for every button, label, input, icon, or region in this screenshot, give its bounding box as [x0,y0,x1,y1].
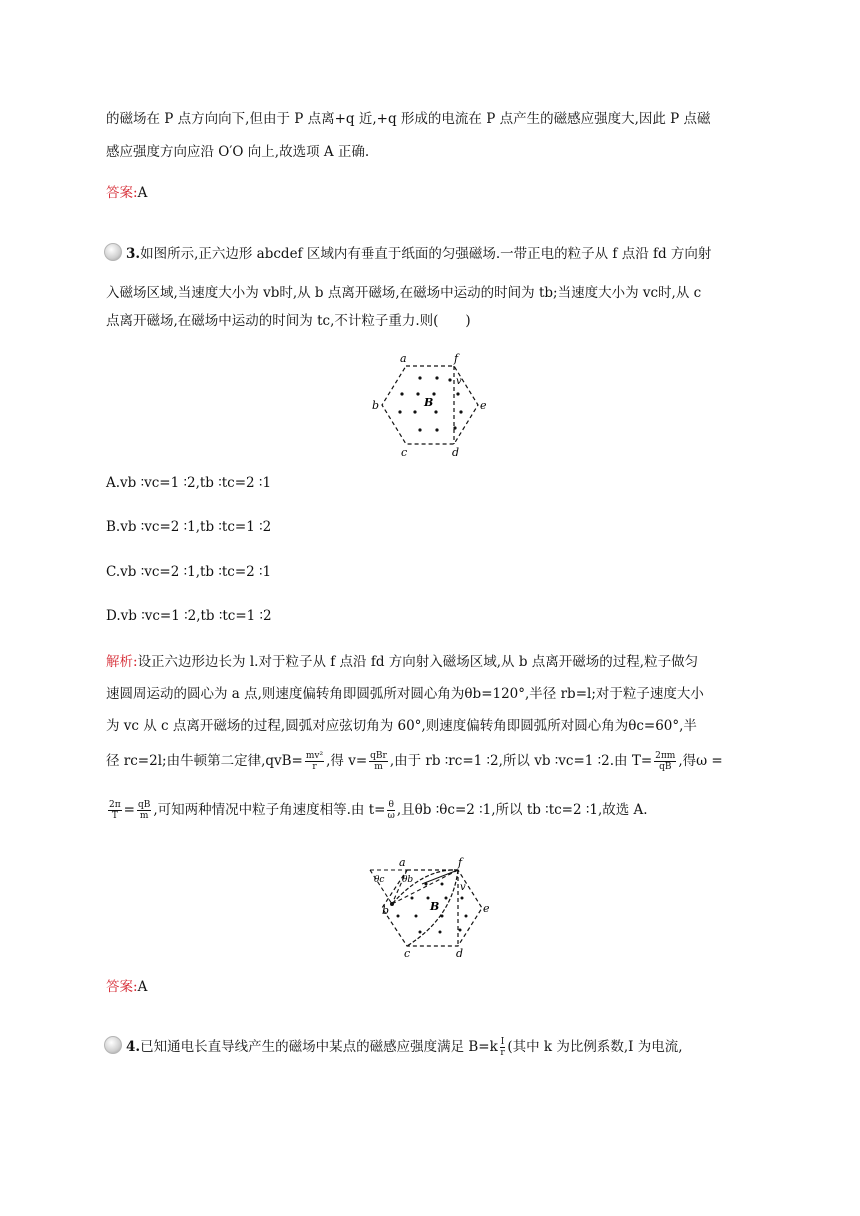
prev-answer [106,184,147,202]
hexagon-solution-figure [362,854,502,958]
label-d: d [452,446,460,458]
q3-stem-text-1: 如图所示,正六边形 abcdef 区域内有垂直于纸面的匀强磁场.一带正电的粒子从 f 点沿 fd 方向射 [140,246,712,262]
q4-text-a: 已知通电长直导线产生的磁场中某点的磁感应强度满足 B=k [140,1039,498,1055]
fraction-qB-m [137,800,151,821]
fraction-numerator: qB [137,800,151,810]
option-d: D.vb ∶vc=1 ∶2,tb ∶tc=1 ∶2 [106,608,272,624]
option-a: A.vb ∶vc=1 ∶2,tb ∶tc=2 ∶1 [106,475,272,491]
analysis-label: 解析: [106,654,138,670]
analysis-text-1: 设正六边形边长为 l.对于粒子从 f 点沿 fd 方向射入磁场区域,从 b 点离开磁场的过程,粒子做匀 [137,654,699,670]
analysis-text-4a: 径 rc=2l;由牛顿第二定律,qvB= [106,753,303,769]
fraction-period [654,751,676,772]
q4-stem-line-1 [104,1034,683,1060]
fraction-omega [108,800,122,821]
label-f: f [458,856,463,869]
analysis-text-5a: = [123,802,135,818]
analysis-line-4 [106,748,723,774]
fraction-qBr-m [369,751,388,772]
label-B: B [424,396,434,409]
analysis-text-4d: ,得ω = [678,753,723,769]
label-theta-c: θc [374,875,385,885]
answer-value: A [137,185,148,201]
fraction-denominator: r [312,762,317,772]
analysis-text-5b: ,可知两种情况中粒子角速度相等.由 t= [153,802,386,818]
label-a: a [399,856,406,869]
label-v: v [460,882,466,893]
analysis-line-5 [106,797,648,823]
fraction-I-r [500,1037,506,1058]
prev-text-line-2: 感应强度方向应沿 O′O 向上,故选项 A 正确. [106,144,370,160]
fraction-numerator: 2π [109,800,121,810]
label-e: e [480,399,487,412]
fraction-theta-omega [387,800,394,821]
fraction-mv2-r [305,751,324,772]
fraction-denominator: r [500,1048,505,1058]
label-a: a [400,352,407,365]
fraction-denominator: m [374,762,383,772]
q3-answer [106,978,147,996]
label-d: d [456,947,464,958]
answer-value: A [137,979,148,995]
q3-stem-line-1 [104,243,711,263]
prev-text-line-1: 的磁场在 P 点方向向下,但由于 P 点离+q 近,+q 形成的电流在 P 点产生的磁感应强度大,因此 P 点磁 [106,111,711,127]
analysis-text-5c: ,且θb ∶θc=2 ∶1,所以 tb ∶tc=2 ∶1,故选 A. [396,802,648,818]
q4-number: 4. [126,1039,141,1055]
analysis-text-4b: ,得 v= [326,753,368,769]
fraction-numerator: qBr [370,751,387,761]
label-c: c [404,947,411,958]
fraction-numerator: I [500,1037,505,1047]
label-theta-b: θb [402,875,414,885]
analysis-line-2: 速圆周运动的圆心为 a 点,则速度偏转角即圆弧所对圆心角为θb=120°,半径 rb=l;对于粒子速度大小 [106,686,704,702]
analysis-line-1 [106,653,698,671]
question-bullet-icon [104,1036,122,1054]
fraction-numerator: 2πm [655,751,676,761]
answer-label: 答案: [106,979,138,995]
analysis-text-4c: ,由于 rb ∶rc=1 ∶2,所以 vb ∶vc=1 ∶2.由 T= [389,753,653,769]
q3-number: 3. [126,246,141,262]
label-c: c [401,446,408,458]
label-b: b [382,904,390,917]
analysis-line-3: 为 vc 从 c 点离开磁场的过程,圆弧对应弦切角为 60°,则速度偏转角即圆弧所对圆心角为θc=60°,半 [106,718,697,734]
label-v: v [456,376,462,387]
q3-stem-line-3: 点离开磁场,在磁场中运动的时间为 tc,不计粒子重力.则( ) [106,313,471,329]
option-b: B.vb ∶vc=2 ∶1,tb ∶tc=1 ∶2 [106,519,272,535]
q4-text-b: (其中 k 为比例系数,I 为电流, [507,1039,683,1055]
fraction-denominator: T [111,811,118,821]
hexagon-figure [370,350,490,458]
label-B: B [430,900,440,913]
q3-stem-line-2: 入磁场区域,当速度大小为 vb时,从 b 点离开磁场,在磁场中运动的时间为 tb;当速度大小为 vc时,从 c [106,285,702,301]
fraction-numerator: mv² [305,751,324,761]
question-bullet-icon [104,243,122,261]
option-c: C.vb ∶vc=2 ∶1,tb ∶tc=2 ∶1 [106,564,272,580]
fraction-numerator: θ [388,800,394,810]
label-b: b [372,399,380,412]
label-f: f [454,352,459,365]
fraction-denominator: m [139,811,149,821]
fraction-denominator: ω [387,811,395,821]
answer-label: 答案: [106,185,138,201]
fraction-denominator: qB [659,762,672,772]
label-e: e [483,902,490,915]
